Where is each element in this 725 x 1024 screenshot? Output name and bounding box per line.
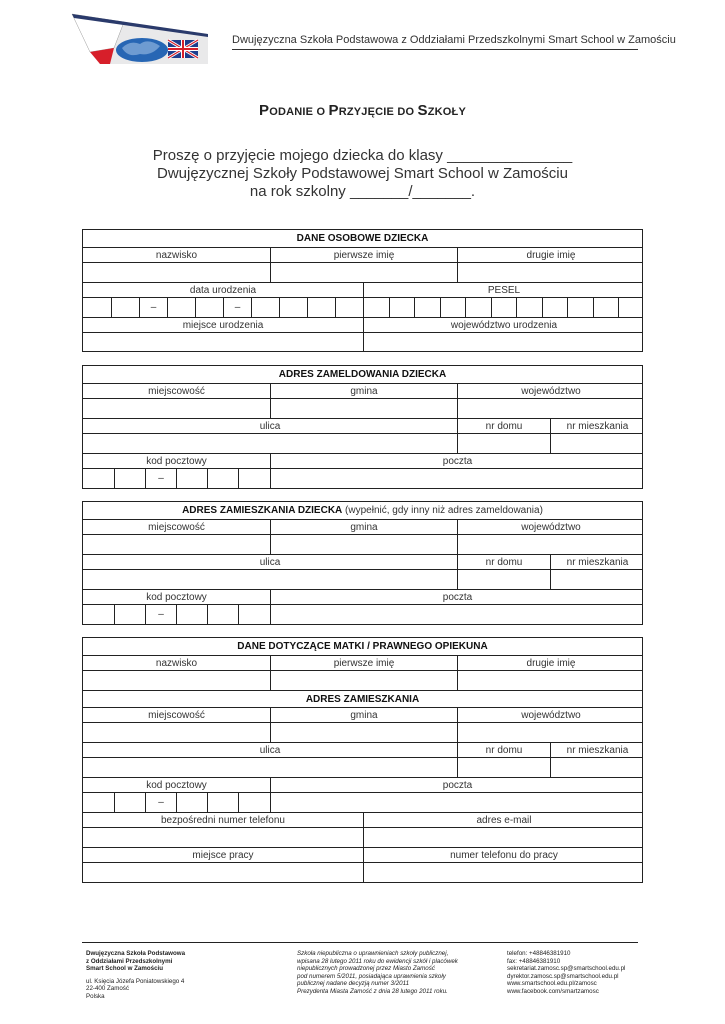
section-heading: ADRES ZAMELDOWANIA DZIECKA (278, 369, 447, 380)
field-postal-digit[interactable] (176, 605, 207, 624)
postal-separator: – (145, 793, 176, 812)
field-work-phone[interactable] (363, 863, 644, 882)
field-street[interactable] (83, 758, 457, 777)
label-second-name: drugie imię (457, 656, 644, 670)
label-locality: miejscowość (148, 386, 205, 397)
field-postal-digit[interactable] (176, 469, 207, 488)
footer-legal-line: Prezydenta Miasta Zamość z dnia 28 lutego 2011 roku. (297, 987, 448, 995)
label-first-name: pierwsze imię (270, 656, 457, 670)
footer-website-link[interactable]: www.smartschool.edu.pl/zamosc (507, 980, 597, 988)
field-pesel-digit[interactable] (593, 298, 619, 317)
field-municipality[interactable] (270, 399, 457, 418)
field-postal-digit[interactable] (238, 605, 270, 624)
label-phone: bezpośredni numer telefonu (161, 815, 285, 826)
title-rest-2: RZYJĘCIE DO (338, 106, 418, 118)
label-municipality: gmina (270, 520, 457, 534)
footer-contact-info (507, 950, 647, 996)
field-pesel-digit[interactable] (414, 298, 440, 317)
label-postal-code: kod pocztowy (146, 592, 207, 603)
label-email: adres e-mail (363, 813, 644, 827)
subsection-heading: ADRES ZAMIESZKANIA (305, 694, 420, 705)
field-second-name[interactable] (457, 263, 644, 282)
field-municipality[interactable] (270, 535, 457, 554)
date-separator: – (223, 298, 251, 317)
section-heading (83, 502, 642, 519)
title-cap-2: P (328, 102, 339, 119)
document-title (0, 102, 725, 119)
title-cap-1: P (259, 102, 270, 119)
postal-separator: – (145, 469, 176, 488)
label-birth-date: data urodzenia (189, 285, 257, 296)
section-heading-note: (wypełnić, gdy inny niż adres zameldowania) (342, 505, 543, 516)
request-line-1: Proszę o przyjęcie mojego dziecka do klasy _______________ (152, 147, 573, 164)
field-pesel-digit[interactable] (389, 298, 415, 317)
field-flat-no[interactable] (550, 570, 644, 589)
field-birth-date-digit[interactable] (167, 298, 195, 317)
field-postal-digit[interactable] (114, 793, 145, 812)
footer-legal-line: pod numerem 5/2011, posiadająca uprawnienia szkoły (297, 972, 446, 980)
field-locality[interactable] (83, 399, 270, 418)
field-postal-digit[interactable] (83, 605, 114, 624)
section-heading: DANE DOTYCZĄCE MATKI / PRAWNEGO OPIEKUNA (237, 641, 488, 652)
child-personal-data-table (82, 229, 643, 352)
field-municipality[interactable] (270, 723, 457, 742)
field-locality[interactable] (83, 723, 270, 742)
title-cap-3: S (417, 102, 428, 119)
field-post-office[interactable] (270, 793, 644, 812)
label-house-no: nr domu (457, 419, 550, 433)
field-house-no[interactable] (457, 758, 550, 777)
field-pesel-digit[interactable] (618, 298, 644, 317)
field-workplace[interactable] (83, 863, 363, 882)
footer-divider (82, 942, 638, 943)
label-locality: miejscowość (148, 710, 205, 721)
label-flat-no: nr mieszkania (550, 419, 644, 433)
field-surname[interactable] (83, 671, 270, 690)
field-postal-digit[interactable] (238, 793, 270, 812)
field-locality[interactable] (83, 535, 270, 554)
label-work-phone: numer telefonu do pracy (363, 848, 644, 862)
field-house-no[interactable] (457, 570, 550, 589)
label-first-name: pierwsze imię (270, 248, 457, 262)
request-line-2: Dwujęzycznej Szkoły Podstawowej Smart School w Zamościu (157, 165, 568, 182)
field-pesel-digit[interactable] (363, 298, 389, 317)
school-name: Dwujęzyczna Szkoła Podstawowa z Oddziałami Przedszkolnymi Smart School w Zamościu (232, 34, 676, 46)
date-separator: – (139, 298, 167, 317)
footer-school-line: z Oddziałami Przedszkolnymi (86, 957, 173, 965)
footer-legal-line: wpisana 28 lutego 2011 roku do ewidencji szkół i placówek (297, 957, 458, 965)
footer-legal-line: Szkoła niepubliczna o uprawnieniach szkoły publicznej, (297, 950, 449, 957)
label-postal-code: kod pocztowy (146, 456, 207, 467)
field-birth-date-digit[interactable] (335, 298, 363, 317)
header-divider (232, 49, 638, 50)
field-pesel-digit[interactable] (465, 298, 491, 317)
field-first-name[interactable] (270, 671, 457, 690)
field-postal-digit[interactable] (207, 605, 238, 624)
footer-phone: telefon: +48846381910 (507, 950, 571, 957)
field-postal-digit[interactable] (238, 469, 270, 488)
label-province: województwo (457, 708, 644, 722)
footer-address-line: 22-400 Zamość (86, 985, 129, 993)
field-birth-place[interactable] (83, 333, 363, 351)
request-line-3: na rok szkolny _______/_______. (249, 183, 476, 200)
label-postal-code: kod pocztowy (146, 780, 207, 791)
label-municipality: gmina (270, 384, 457, 398)
field-postal-digit[interactable] (83, 793, 114, 812)
label-street: ulica (259, 557, 281, 568)
label-flat-no: nr mieszkania (550, 555, 644, 569)
field-birth-date-digit[interactable] (279, 298, 307, 317)
footer-address-line: ul. Księcia Józefa Poniatowskiego 4 (86, 977, 185, 985)
birth-date-pesel-boxes (83, 297, 642, 317)
footer-email-link[interactable]: dyrektor.zamosc.sp@smartschool.edu.pl (507, 972, 619, 980)
field-pesel-digit[interactable] (542, 298, 568, 317)
title-rest-3: ZKOŁY (427, 106, 466, 118)
section-heading: DANE OSOBOWE DZIECKA (296, 233, 429, 244)
section-heading-text: ADRES ZAMIESZKANIA DZIECKA (182, 505, 343, 516)
field-first-name[interactable] (270, 263, 457, 282)
postal-separator: – (145, 605, 176, 624)
footer-facebook-link[interactable]: www.facebook.com/smartzamosc (507, 987, 599, 995)
field-surname[interactable] (83, 263, 270, 282)
label-pesel: PESEL (363, 283, 644, 297)
field-birth-date-digit[interactable] (83, 298, 111, 317)
field-house-no[interactable] (457, 434, 550, 453)
mother-guardian-table (82, 637, 643, 883)
label-house-no: nr domu (457, 555, 550, 569)
registered-address-table (82, 365, 643, 489)
label-second-name: drugie imię (457, 248, 644, 262)
footer-school-info (86, 950, 276, 1001)
field-post-office[interactable] (270, 469, 644, 488)
field-flat-no[interactable] (550, 434, 644, 453)
field-street[interactable] (83, 434, 457, 453)
field-postal-digit[interactable] (114, 605, 145, 624)
label-surname: nazwisko (155, 250, 198, 261)
footer-email-link[interactable]: sekretariat.zamosc.sp@smartschool.edu.pl (507, 965, 626, 973)
field-flat-no[interactable] (550, 758, 644, 777)
field-birth-date-digit[interactable] (195, 298, 223, 317)
label-province: województwo (457, 384, 644, 398)
request-text (0, 147, 725, 201)
label-locality: miejscowość (148, 522, 205, 533)
label-post-office: poczta (270, 454, 644, 468)
field-province[interactable] (457, 399, 644, 418)
footer-school-line: Dwujęzyczna Szkoła Podstawowa (86, 950, 186, 957)
field-birth-province[interactable] (363, 333, 644, 351)
field-pesel-digit[interactable] (440, 298, 466, 317)
label-birth-province: województwo urodzenia (363, 318, 644, 332)
field-postal-digit[interactable] (176, 793, 207, 812)
field-pesel-digit[interactable] (516, 298, 542, 317)
field-postal-digit[interactable] (207, 793, 238, 812)
footer-legal-info (297, 950, 497, 996)
residence-address-table (82, 501, 643, 625)
field-phone[interactable] (83, 828, 363, 847)
label-post-office: poczta (270, 778, 644, 792)
field-pesel-digit[interactable] (491, 298, 517, 317)
field-birth-date-digit[interactable] (251, 298, 279, 317)
field-street[interactable] (83, 570, 457, 589)
footer-legal-line: publicznej nadane decyzją numer 3/2011 (297, 980, 410, 988)
footer-legal-line: niepublicznych prowadzonej przez Miasto Zamość (297, 965, 435, 973)
school-logo (70, 12, 210, 66)
label-post-office: poczta (270, 590, 644, 604)
label-street: ulica (259, 745, 281, 756)
field-province[interactable] (457, 723, 644, 742)
field-second-name[interactable] (457, 671, 644, 690)
label-street: ulica (259, 421, 281, 432)
field-pesel-digit[interactable] (567, 298, 593, 317)
title-rest-1: ODANIE O (269, 106, 329, 118)
field-postal-digit[interactable] (114, 469, 145, 488)
field-post-office[interactable] (270, 605, 644, 624)
field-birth-date-digit[interactable] (307, 298, 335, 317)
field-email[interactable] (363, 828, 644, 847)
label-municipality: gmina (270, 708, 457, 722)
footer-school-line: Smart School w Zamościu (86, 965, 164, 973)
field-postal-digit[interactable] (83, 469, 114, 488)
label-birth-place: miejsce urodzenia (182, 320, 264, 331)
footer-address-line: Polska (86, 992, 105, 1000)
footer-fax: fax: +48846381910 (507, 957, 561, 965)
label-workplace: miejsce pracy (192, 850, 254, 861)
label-surname: nazwisko (155, 658, 198, 669)
label-house-no: nr domu (457, 743, 550, 757)
field-postal-digit[interactable] (207, 469, 238, 488)
field-birth-date-digit[interactable] (111, 298, 139, 317)
field-province[interactable] (457, 535, 644, 554)
label-flat-no: nr mieszkania (550, 743, 644, 757)
label-province: województwo (457, 520, 644, 534)
